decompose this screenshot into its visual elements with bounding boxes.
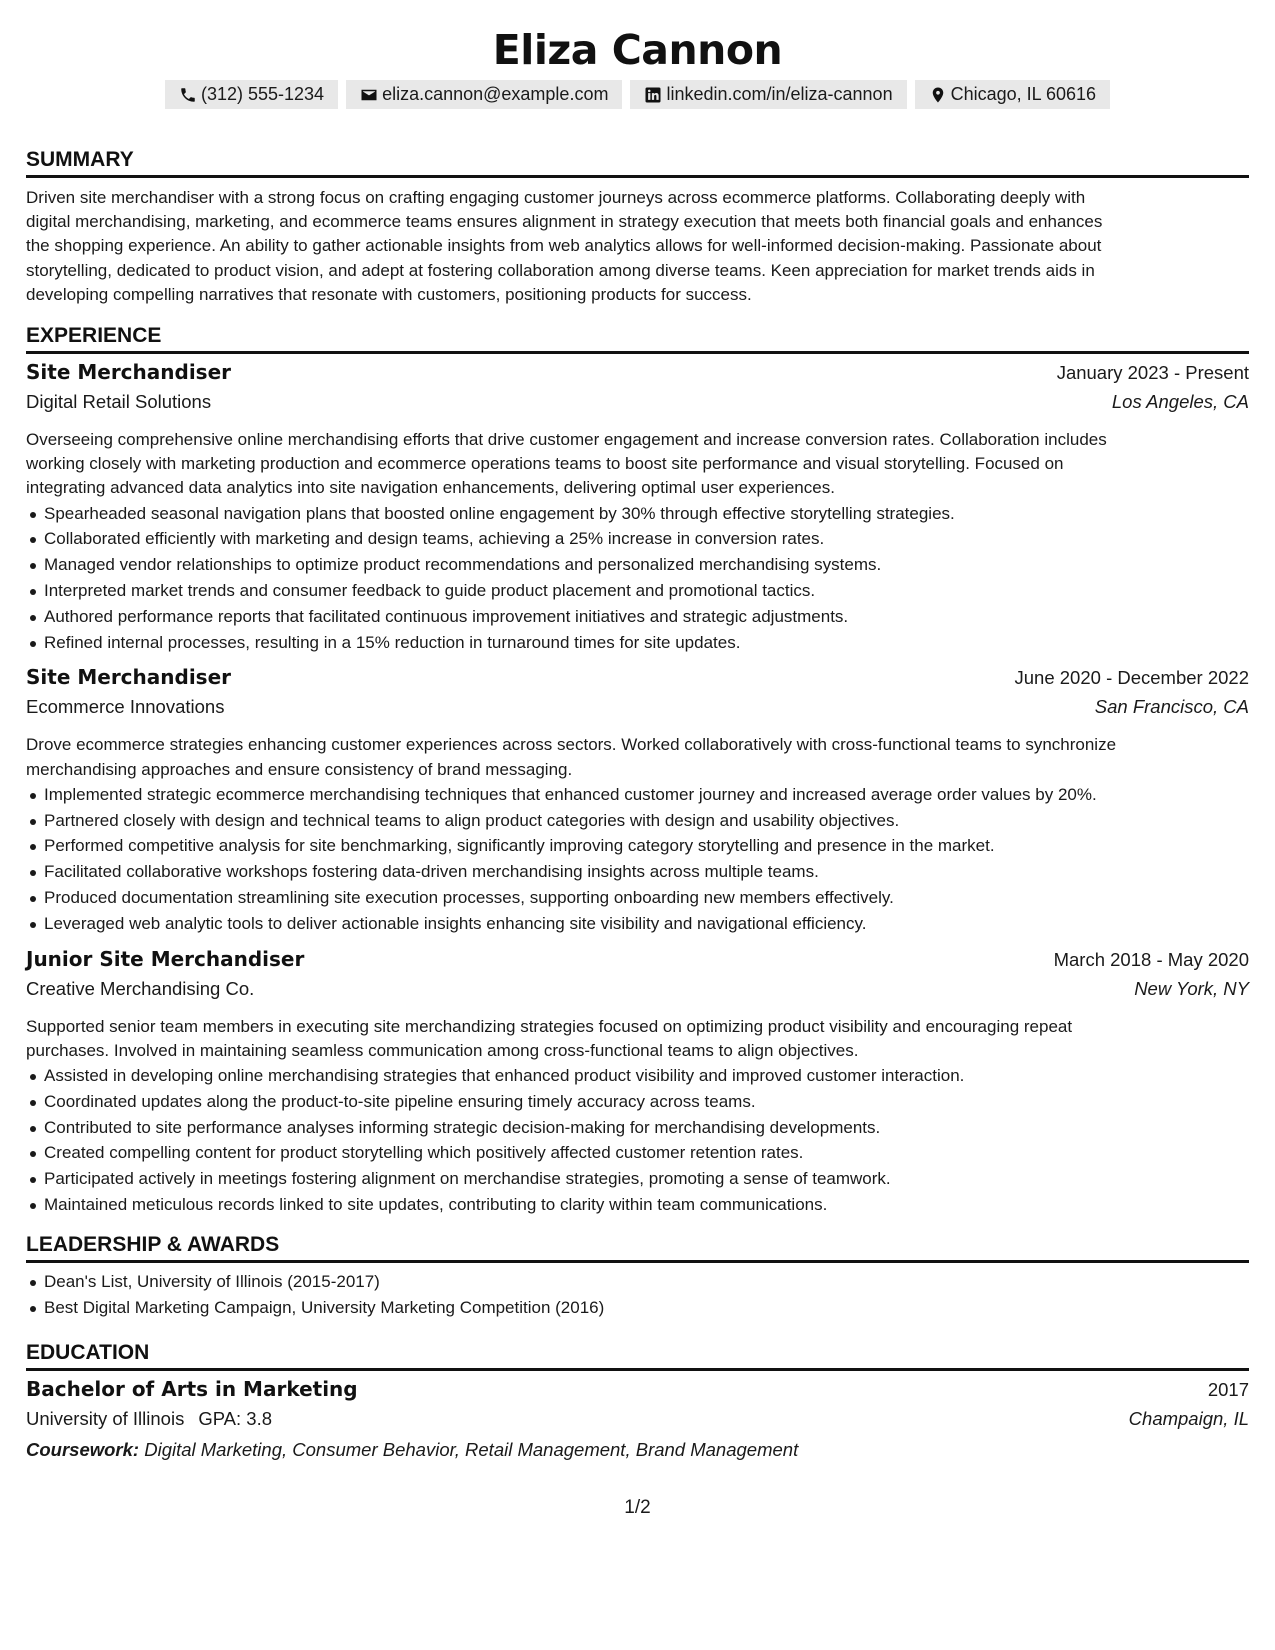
job-title: Site Merchandiser (26, 665, 232, 690)
contact-phone[interactable] (165, 80, 338, 109)
section-title-experience: EXPERIENCE (26, 323, 1249, 354)
candidate-name: Eliza Cannon (492, 26, 783, 74)
gpa: GPA: 3.8 (198, 1408, 273, 1430)
job-company: Creative Merchandising Co. (26, 977, 255, 999)
job-description: Supported senior team members in executing site merchandizing strategies focused on optimizing product visibility and encouraging repeat purchases. Involved in maintaining seamless communication among cross-functional teams to align objectives. (26, 1016, 1073, 1060)
job-dates: June 2020 - December 2022 (1014, 667, 1249, 689)
list-item: Participated actively in meetings fostering alignment on merchandise strategies, promoting a sense of teamwork. (26, 1166, 1249, 1192)
list-item: Produced documentation streamlining site execution processes, supporting onboarding new members effectively. (26, 885, 1249, 911)
job-entry (26, 360, 1249, 655)
list-item: Coordinated updates along the product-to-site pipeline ensuring timely accuracy across teams. (26, 1089, 1249, 1115)
contact-bar (26, 80, 1249, 109)
list-item: Assisted in developing online merchandising strategies that enhanced product visibility and improved customer interaction. (26, 1063, 1249, 1089)
coursework-label: Coursework: (26, 1439, 140, 1461)
list-item: Best Digital Marketing Campaign, University Marketing Competition (2016) (26, 1295, 1249, 1321)
experience-section (26, 323, 1249, 1218)
coursework (26, 1439, 1249, 1461)
section-title-summary: SUMMARY (26, 147, 1249, 178)
page-number: 1/2 (624, 1497, 651, 1518)
contact-email[interactable] (346, 80, 622, 109)
list-item: Implemented strategic ecommerce merchandising techniques that enhanced customer journey and increased average order values by 20%. (26, 782, 1249, 808)
job-description: Drove ecommerce strategies enhancing customer experiences across sectors. Worked collaboratively with cross-functional teams to synchronize merchandising approaches and ensure consistency of brand messaging. (26, 735, 1117, 779)
phone-text: (312) 555-1234 (200, 84, 325, 104)
job-description: Overseeing comprehensive online merchandising efforts that drive customer engagement and increase conversion rates. Collaboration includes working closely with marketing production and ecommerce operations teams to boost site performance and visual storytelling. Focused on integrating advanced data analytics into site navigation enhancements, delivering optimal user experiences. (26, 430, 1107, 498)
phone-icon (179, 86, 197, 104)
linkedin-text: linkedin.com/in/eliza-cannon (666, 84, 893, 104)
list-item: Managed vendor relationships to optimize product recommendations and personalized merchandising systems. (26, 552, 1249, 578)
degree-title: Bachelor of Arts in Marketing (26, 1377, 358, 1402)
job-company: Digital Retail Solutions (26, 391, 212, 413)
envelope-icon (360, 86, 378, 104)
graduation-year: 2017 (1207, 1379, 1249, 1401)
contact-location (915, 80, 1110, 109)
job-title: Junior Site Merchandiser (26, 946, 305, 971)
list-item: Created compelling content for product storytelling which positively affected customer retention rates. (26, 1140, 1249, 1166)
list-item: Collaborated efficiently with marketing and design teams, achieving a 25% increase in conversion rates. (26, 526, 1249, 552)
list-item: Leveraged web analytic tools to deliver actionable insights enhancing site visibility and navigational efficiency. (26, 911, 1249, 937)
job-entry (26, 665, 1249, 936)
list-item: Partnered closely with design and technical teams to align product categories with design and usability objectives. (26, 808, 1249, 834)
list-item: Authored performance reports that facilitated continuous improvement initiatives and strategic adjustments. (26, 604, 1249, 630)
school-location: Champaign, IL (1128, 1408, 1249, 1430)
contact-linkedin[interactable] (630, 80, 906, 109)
location-text: Chicago, IL 60616 (950, 84, 1097, 104)
list-item: Performed competitive analysis for site benchmarking, significantly improving category storytelling and presence in the market. (26, 833, 1249, 859)
list-item: Maintained meticulous records linked to site updates, contributing to clarity within team communications. (26, 1192, 1249, 1218)
school-name: University of Illinois (26, 1408, 185, 1430)
job-location: San Francisco, CA (1094, 696, 1249, 718)
list-item: Dean's List, University of Illinois (2015-2017) (26, 1269, 1249, 1295)
list-item: Refined internal processes, resulting in a 15% reduction in turnaround times for site updates. (26, 630, 1249, 656)
job-title: Site Merchandiser (26, 360, 232, 385)
summary-section (26, 147, 1249, 307)
list-item: Contributed to site performance analyses informing strategic decision-making for merchandising developments. (26, 1115, 1249, 1141)
list-item: Spearheaded seasonal navigation plans that boosted online engagement by 30% through effective storytelling strategies. (26, 501, 1249, 527)
job-location: Los Angeles, CA (1111, 391, 1249, 413)
awards-list (26, 1269, 1249, 1321)
job-company: Ecommerce Innovations (26, 696, 225, 718)
job-bullets (26, 782, 1249, 937)
job-bullets (26, 501, 1249, 656)
list-item: Interpreted market trends and consumer feedback to guide product placement and promotional tactics. (26, 578, 1249, 604)
location-pin-icon (929, 86, 947, 104)
job-dates: March 2018 - May 2020 (1053, 948, 1249, 970)
school-info (26, 1408, 272, 1430)
education-section (26, 1340, 1249, 1461)
job-entry (26, 947, 1249, 1218)
leadership-section (26, 1232, 1249, 1321)
list-item: Facilitated collaborative workshops fostering data-driven merchandising insights across multiple teams. (26, 859, 1249, 885)
section-title-leadership: LEADERSHIP & AWARDS (26, 1232, 1249, 1263)
job-bullets (26, 1063, 1249, 1218)
job-location: New York, NY (1134, 977, 1249, 999)
section-title-education: EDUCATION (26, 1340, 1249, 1371)
resume-page (26, 0, 1249, 1461)
coursework-list: Digital Marketing, Consumer Behavior, Retail Management, Brand Management (144, 1439, 799, 1461)
email-text: eliza.cannon@example.com (382, 84, 609, 104)
job-dates: January 2023 - Present (1056, 362, 1249, 384)
linkedin-icon (644, 86, 662, 104)
summary-text: Driven site merchandiser with a strong focus on crafting engaging customer journeys across ecommerce platforms. Collaborating deeply with digital merchandising, marketing, and ecommerce teams ensures alignment in strategy execution that meets both financial goals and enhances the shopping experience. An ability to gather actionable insights from web analytics allows for well-informed decision-making. Passionate about storytelling, dedicated to product vision, and adept at fostering collaboration among diverse teams. Keen appreciation for market trends aids in developing compelling narratives that resonate with customers, positioning products for success. (26, 188, 1103, 304)
